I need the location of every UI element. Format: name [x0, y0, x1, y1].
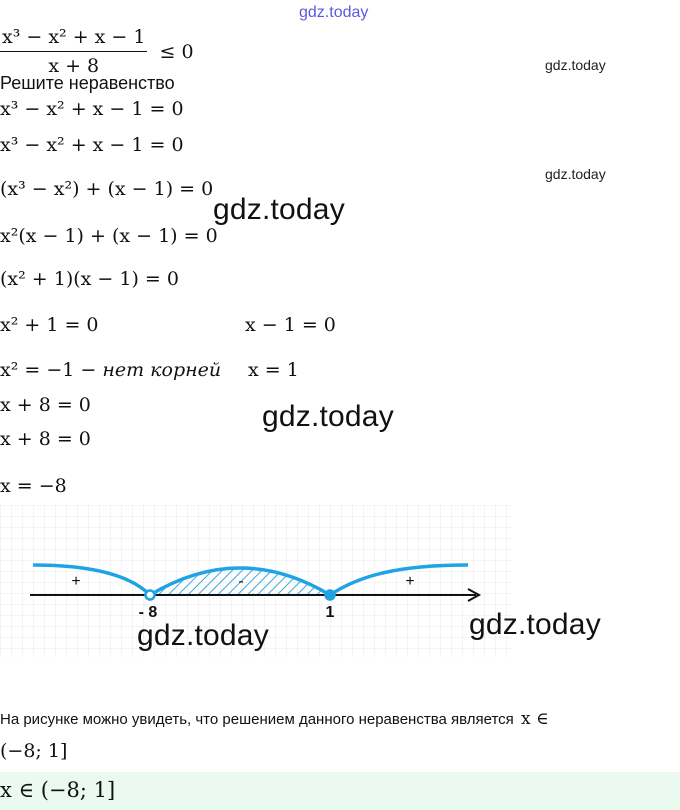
- closed-point: [326, 591, 335, 600]
- step-line: x³ − x² + x − 1 = 0: [0, 98, 184, 120]
- step-line: x²(x − 1) + (x − 1) = 0: [0, 225, 218, 247]
- answer-box: [0, 772, 680, 810]
- step-line: x + 8 = 0: [0, 428, 91, 450]
- open-point: [146, 591, 155, 600]
- final-answer: x ∈ (−8; 1]: [0, 778, 116, 802]
- task-heading: Решите неравенство: [0, 73, 175, 93]
- fraction-denominator: x + 8: [48, 55, 100, 77]
- step-line: (x³ − x²) + (x − 1) = 0: [0, 178, 214, 200]
- conclusion-membership: x ∈: [520, 709, 549, 729]
- sign-label: +: [71, 573, 81, 590]
- step-line: [0, 359, 221, 381]
- step-line: x² + 1 = 0: [0, 314, 99, 336]
- step-line: x³ − x² + x − 1 = 0: [0, 134, 184, 156]
- watermark-large: gdz.today: [213, 193, 345, 226]
- no-roots-note: нет корней: [102, 359, 222, 381]
- watermark-large: gdz.today: [262, 400, 394, 433]
- inequality-relation: ≤ 0: [159, 40, 194, 63]
- step-math: x² = −1 −: [0, 359, 97, 381]
- watermark-top: gdz.today: [299, 4, 369, 21]
- fraction-numerator: x³ − x² + x − 1: [0, 26, 147, 52]
- watermark-small: gdz.today: [545, 57, 606, 73]
- step-line: x = 1: [248, 359, 299, 381]
- point-label: - 8: [138, 604, 158, 621]
- sign-label: -: [238, 573, 244, 590]
- watermark-small: gdz.today: [545, 166, 606, 182]
- conclusion-sentence: [0, 709, 549, 729]
- inequality: [0, 26, 194, 77]
- conclusion-text: На рисунке можно увидеть, что решением данного неравенства является: [0, 711, 514, 728]
- step-line: x − 1 = 0: [245, 314, 336, 336]
- step-line: (x² + 1)(x − 1) = 0: [0, 268, 179, 290]
- sign-label: +: [405, 573, 415, 590]
- watermark-large: gdz.today: [469, 608, 601, 641]
- watermark-large: gdz.today: [137, 619, 269, 652]
- step-line: x = −8: [0, 475, 67, 497]
- conclusion-interval: (−8; 1]: [0, 740, 68, 762]
- step-line: x + 8 = 0: [0, 394, 91, 416]
- point-label: 1: [325, 604, 335, 621]
- inequality-fraction: [0, 26, 147, 77]
